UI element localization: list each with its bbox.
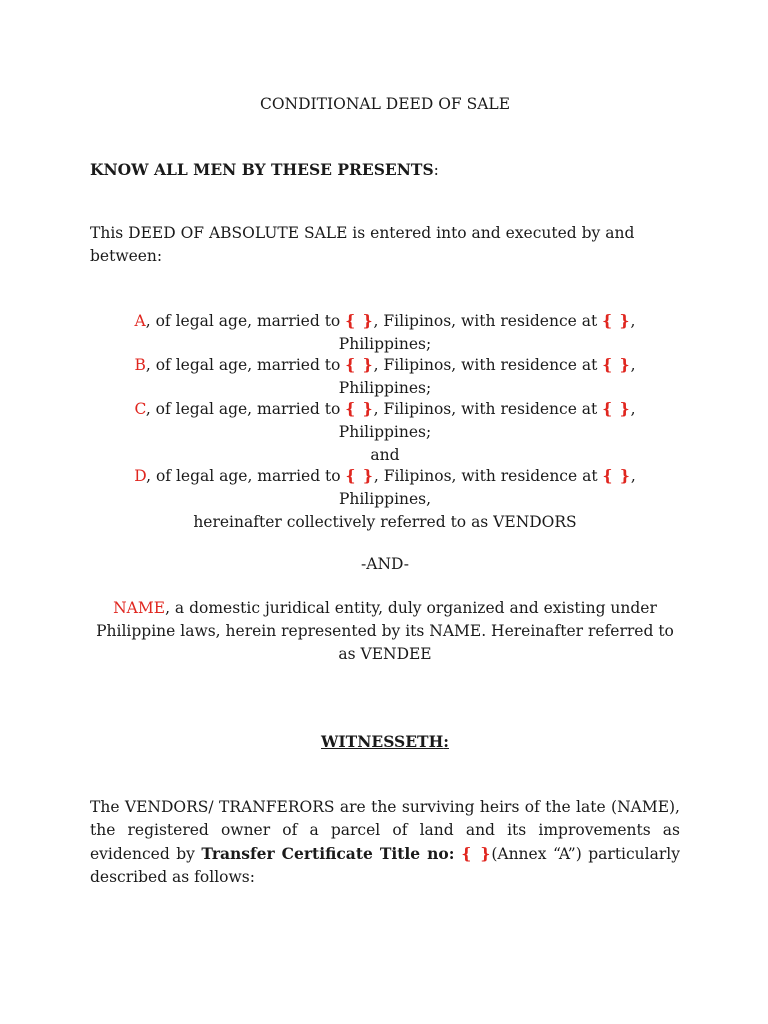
residence-placeholder: { } <box>602 355 631 374</box>
party-d <box>90 464 680 534</box>
spouse-placeholder: { } <box>345 311 374 330</box>
party-text: , of legal age, married to <box>145 356 346 374</box>
party-c <box>90 397 680 467</box>
spouse-placeholder: { } <box>345 399 374 418</box>
party-text: , Filipinos, with residence at <box>373 400 603 418</box>
party-letter: B <box>134 356 146 374</box>
vendee-paragraph <box>90 597 680 666</box>
opening-line <box>90 158 680 182</box>
party-text: , of legal age, married to <box>145 400 346 418</box>
recital-text: The VENDORS/ TRANFERORS are the surviving heirs of the late (NAME), the registered owner of a parcel of land and its improvements as evidenced by <box>90 798 680 863</box>
party-text: , Philippines; <box>338 400 636 441</box>
spouse-placeholder: { } <box>345 466 374 485</box>
opening-colon: : <box>433 161 439 179</box>
party-letter: D <box>134 467 147 485</box>
party-text: , Philippines; <box>338 356 636 397</box>
party-text: , of legal age, married to <box>145 312 346 330</box>
party-extra: and <box>370 446 400 464</box>
opening-text: KNOW ALL MEN BY THESE PRESENTS <box>90 160 434 179</box>
party-extra: hereinafter collectively referred to as VENDORS <box>193 513 577 531</box>
intro-paragraph: This DEED OF ABSOLUTE SALE is entered into and executed by and between: <box>90 224 635 265</box>
tct-placeholder: { } <box>461 844 492 863</box>
residence-placeholder: { } <box>602 399 631 418</box>
party-b <box>90 353 680 400</box>
party-letter: A <box>134 312 146 330</box>
tct-colon: : <box>448 844 462 863</box>
tct-label: Transfer Certificate Title no <box>201 844 449 863</box>
party-text: , Filipinos, with residence at <box>373 467 603 485</box>
residence-placeholder: { } <box>602 466 631 485</box>
document-title: CONDITIONAL DEED OF SALE <box>259 95 511 113</box>
party-text: , Filipinos, with residence at <box>373 312 603 330</box>
party-text: , Filipinos, with residence at <box>373 356 603 374</box>
witnesseth-colon: : <box>443 732 449 751</box>
party-text: , Philippines, <box>338 467 636 508</box>
vendee-text: , a domestic juridical entity, duly organized and existing under Philippine laws, herein represented by its NAME. Hereinafter referred to as VENDEE <box>96 599 674 663</box>
spouse-placeholder: { } <box>345 355 374 374</box>
witnesseth-heading <box>90 730 680 753</box>
recital-paragraph <box>90 796 680 889</box>
party-text: , Philippines; <box>338 312 636 353</box>
residence-placeholder: { } <box>602 311 631 330</box>
witnesseth-text: WITNESSETH <box>321 732 444 751</box>
recital-text-2: (Annex “A”) particularly described as follows: <box>90 845 680 886</box>
party-a <box>90 309 680 356</box>
and-separator: -AND- <box>361 555 409 573</box>
vendee-name: NAME <box>113 599 166 617</box>
party-letter: C <box>134 400 146 418</box>
party-text: , of legal age, married to <box>146 467 346 485</box>
